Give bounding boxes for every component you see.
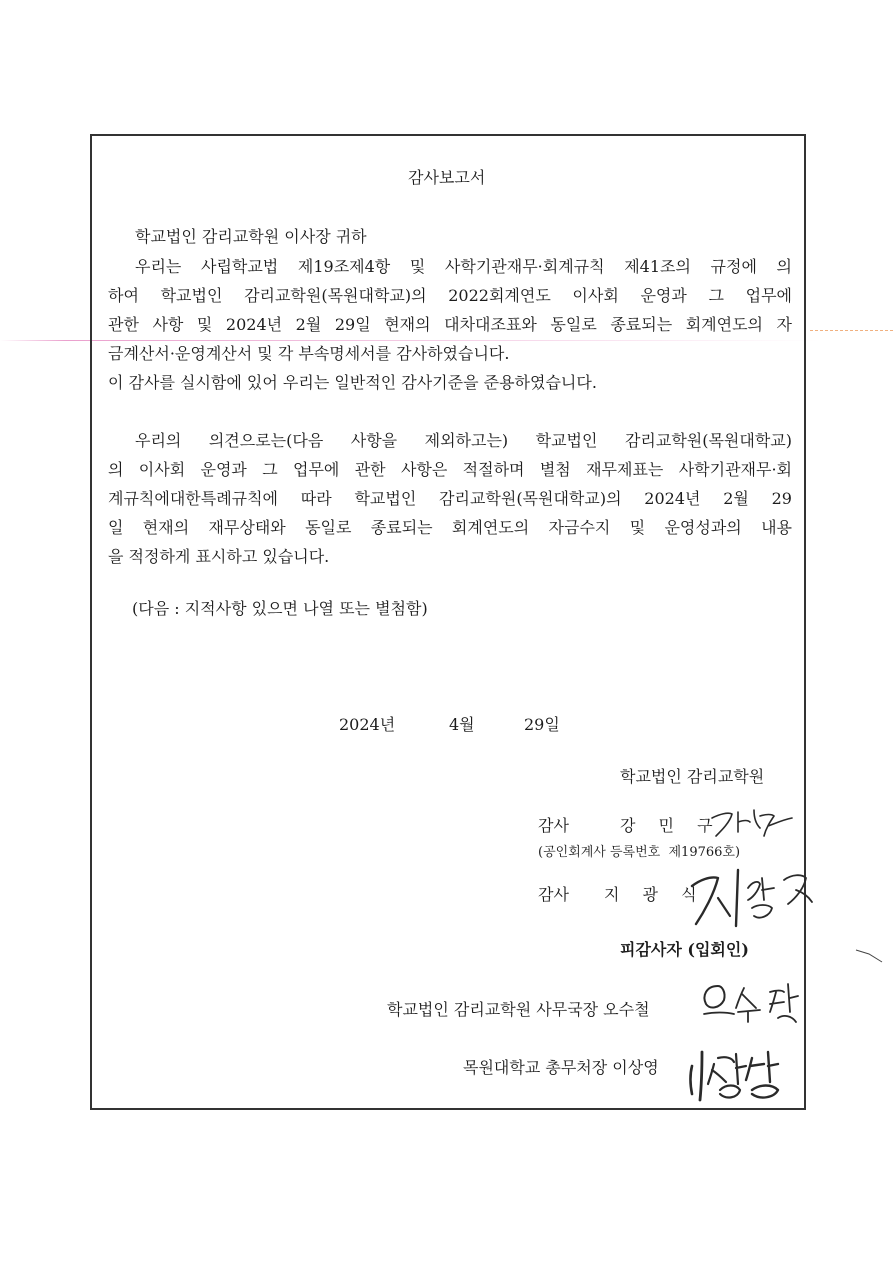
addressee: 학교법인 감리교학원 이사장 귀하 xyxy=(135,227,367,246)
paragraph2-line: 계규칙에대한특례규칙에 따라 학교법인 감리교학원(목원대학교)의 2024년 2월 29 xyxy=(108,489,792,508)
auditor2-role: 감사 xyxy=(538,885,569,904)
paragraph2-line: 의 이사회 운영과 그 업무에 관한 사항은 적절하며 별첨 재무제표는 사학기관재무·회 xyxy=(108,460,792,479)
date-year: 2024년 xyxy=(339,715,396,734)
auditor1-role: 감사 xyxy=(538,816,569,835)
participant1: 학교법인 감리교학원 사무국장 오수철 xyxy=(387,1000,650,1019)
corporation-name: 학교법인 감리교학원 xyxy=(620,767,765,786)
note: (다음 : 지적사항 있으면 나열 또는 별첨함) xyxy=(132,599,428,618)
report-border xyxy=(90,134,806,1110)
scan-artifact-dash xyxy=(810,330,893,331)
participant2-signature xyxy=(686,1044,796,1104)
paragraph1-line: 우리는 사립학교법 제19조제4항 및 사학기관재무·회계규칙 제41조의 규정에 의 xyxy=(135,257,792,276)
auditor1-registration: (공인회계사 등록번호 제19766호) xyxy=(538,845,741,860)
paragraph2-line: 우리의 의견으로는(다음 사항을 제외하고는) 학교법인 감리교학원(목원대학교) xyxy=(135,431,792,450)
auditor1-name: 강 민 구 xyxy=(620,816,722,835)
auditor2-signature xyxy=(688,860,814,932)
document-title: 감사보고서 xyxy=(408,168,486,187)
paragraph1-line: 금계산서·운영계산서 및 각 부속명세서를 감사하였습니다. xyxy=(108,344,510,363)
paragraph1-line: 하여 학교법인 감리교학원(목원대학교)의 2022회계연도 이사회 운영과 그 업무에 xyxy=(108,286,792,305)
paragraph1-line: 관한 사항 및 2024년 2월 29일 현재의 대차대조표와 동일로 종료되는 회계연도의 자 xyxy=(108,315,792,334)
auditor1-signature xyxy=(708,806,800,840)
date-day: 29일 xyxy=(524,715,560,734)
scan-edge-mark xyxy=(855,948,883,964)
participant1-signature xyxy=(700,978,804,1026)
date-month: 4월 xyxy=(449,715,475,734)
auditor2-name: 지 광 식 xyxy=(604,885,706,904)
paragraph2-line: 을 적정하게 표시하고 있습니다. xyxy=(108,547,330,566)
paragraph1-line: 이 감사를 실시함에 있어 우리는 일반적인 감사기준을 준용하였습니다. xyxy=(108,373,597,392)
auditee-heading: 피감사자 (입회인) xyxy=(620,940,749,959)
paragraph2-line: 일 현재의 재무상태와 동일로 종료되는 회계연도의 자금수지 및 운영성과의 내용 xyxy=(108,518,792,537)
participant2: 목원대학교 총무처장 이상영 xyxy=(463,1058,659,1077)
